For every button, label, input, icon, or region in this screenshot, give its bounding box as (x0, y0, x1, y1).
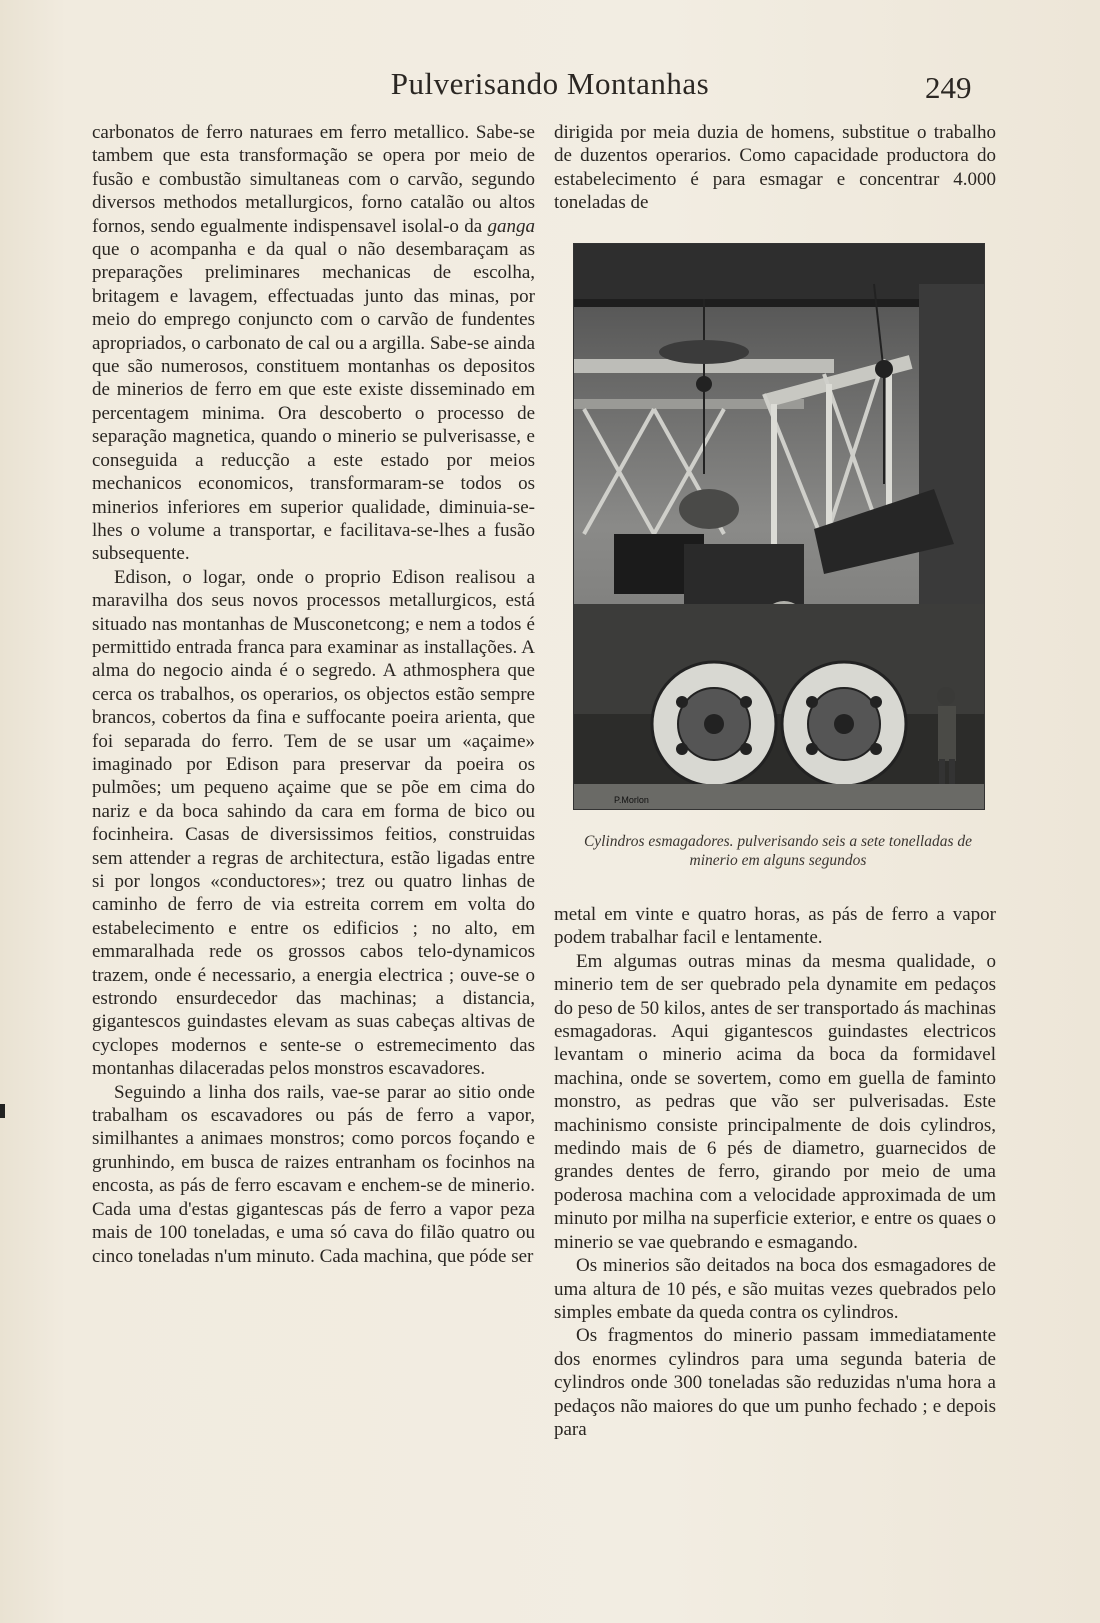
illustration-signature: P.Morlon (614, 795, 649, 805)
left-paragraph-1-text: carbonatos de ferro naturaes em ferro metallico. Sabe-se tambem que esta transformação se opera por meio de fusão e combustão simultaneas com o carvão, segundo diversos methodos metallurgicos, forno catalão ou altos fornos, sendo egualmente indispensavel isolal-o da (92, 122, 535, 237)
left-paragraph-1 (92, 121, 535, 566)
right-top-paragraph: dirigida por meia duzia de homens, substitue o trabalho de duzentos operarios. Como capacidade productora do estabelecimento é para esmagar e concentrar 4.000 toneladas de (554, 122, 996, 214)
left-paragraph-1-rest: que o acompanha e da qual o não desembaraçam as preparações preliminares mechanicas de escolha, britagem e lavagem, effectuadas junto das minas, por meio do emprego conjuncto com o carvão de fundentes apropriados, o carbonato de cal ou a argilla. Sabe-se ainda que são numerosos, constituem montanhas os depositos de minerios de ferro em que este existe disseminado em percentagem minima. Ora descoberto o processo de separação magnetica, quando o minerio se pulverisasse, e conseguida a reducção a este estado por meios mechanicos economicos, transformaram-se todos os minerios inferiores em superior qualidade, diminuia-se-lhes o volume a transportar, e facilitava-se-lhes a fusão subsequente. (92, 239, 535, 565)
right-column-top (554, 121, 996, 215)
page-title: Pulverisando Montanhas (390, 66, 710, 101)
italic-word-ganga: ganga (487, 215, 535, 237)
illustration-drawing (574, 244, 984, 809)
page-number: 249 (925, 70, 972, 105)
right-bottom-paragraph-1: metal em vinte e quatro horas, as pás de ferro a vapor podem trabalhar facil e lentamente. (554, 904, 996, 949)
right-bottom-paragraph-3: Os minerios são deitados na boca dos esmagadores de uma altura de 10 pés, e são muitas vezes quebrados pelo simples embate da queda contra os cylindros. (554, 1255, 996, 1323)
figure-caption: Cylindros esmagadores. pulverisando seis a sete tonelladas de minerio em alguns segundos (583, 833, 973, 869)
crusher-illustration (573, 243, 985, 810)
left-column (92, 121, 535, 1268)
right-bottom-paragraph-4: Os fragmentos do minerio passam immediatamente dos enormes cylindros para uma segunda bateria de cylindros onde 300 toneladas são reduzidas n'uma hora a pedaços não maiores do que um punho fechado ; e depois para (554, 1325, 996, 1440)
scan-edge-mark (0, 1104, 5, 1118)
right-bottom-paragraph-2: Em algumas outras minas da mesma qualidade, o minerio tem de ser quebrado pela dynamite em pedaços do peso de 50 kilos, antes de ser transportado ás machinas esmagadoras. Aqui gigantescos guindastes electricos levantam o minerio acima da boca da formidavel machina, onde se sovertem, como em guella de faminto monstro, as pedras que vão ser pulverisadas. Este machinismo consiste principalmente de dois cylindros, medindo mais de 6 pés de diametro, guarnecidos de grandes dentes de ferro, girando por meio de uma poderosa machina com a velocidade approximada de um minuto por milha na superficie exterior, e entre os quaes o minerio se vae quebrando e esmagando. (554, 950, 996, 1253)
left-paragraph-2: Edison, o logar, onde o proprio Edison realisou a maravilha dos seus novos processos metallurgicos, está situado nas montanhas de Musconetcong; e nem a todos é permittido entrada franca para examinar as installações. A alma do negocio ainda é o segredo. A athmosphera que cerca os trabalhos, os operarios, os objectos estão sempre brancos, cobertos da fina e suffocante poeira arienta, que foi separada do ferro. Tem de se usar um «açaime» imaginado por Edison para preservar da poeira os pulmões; um pequeno açaime que se põe em cima do nariz e da boca sahindo da cara em forma de bico ou focinheira. Casas de diversissimos feitios, construidas sem attender a regras de architectura, estão ligadas entre si por longos «conductores»; trez ou quatro linhas de caminho de ferro de via estreita correm em volta do estabelecimento e entre os edificios ; no alto, em emmaralhada rede os grossos cabos telo-dynamicos trazem, onde é necessario, a energia electrica ; ouve-se o estrondo ensurdecedor das machinas; a distancia, gigantescos guindastes elevam as suas cabeças altivas de cyclopes modernos e sente-se o estremecimento das montanhas dilaceradas pelos monstros escavadores. (92, 566, 535, 1080)
right-column-bottom (554, 903, 996, 1441)
left-paragraph-3: Seguindo a linha dos rails, vae-se parar ao sitio onde trabalham os escavadores ou pás de ferro a vapor, similhantes a animaes monstros; como porcos foçando e grunhindo, em busca de raizes entranham os focinhos na encosta, as pás de ferro escavam e enchem-se de minerio. Cada uma d'estas gigantescas pás de ferro a vapor peza mais de 100 toneladas, e uma só cava do filão quatro ou cinco toneladas n'um minuto. Cada machina, que póde ser (92, 1081, 535, 1267)
